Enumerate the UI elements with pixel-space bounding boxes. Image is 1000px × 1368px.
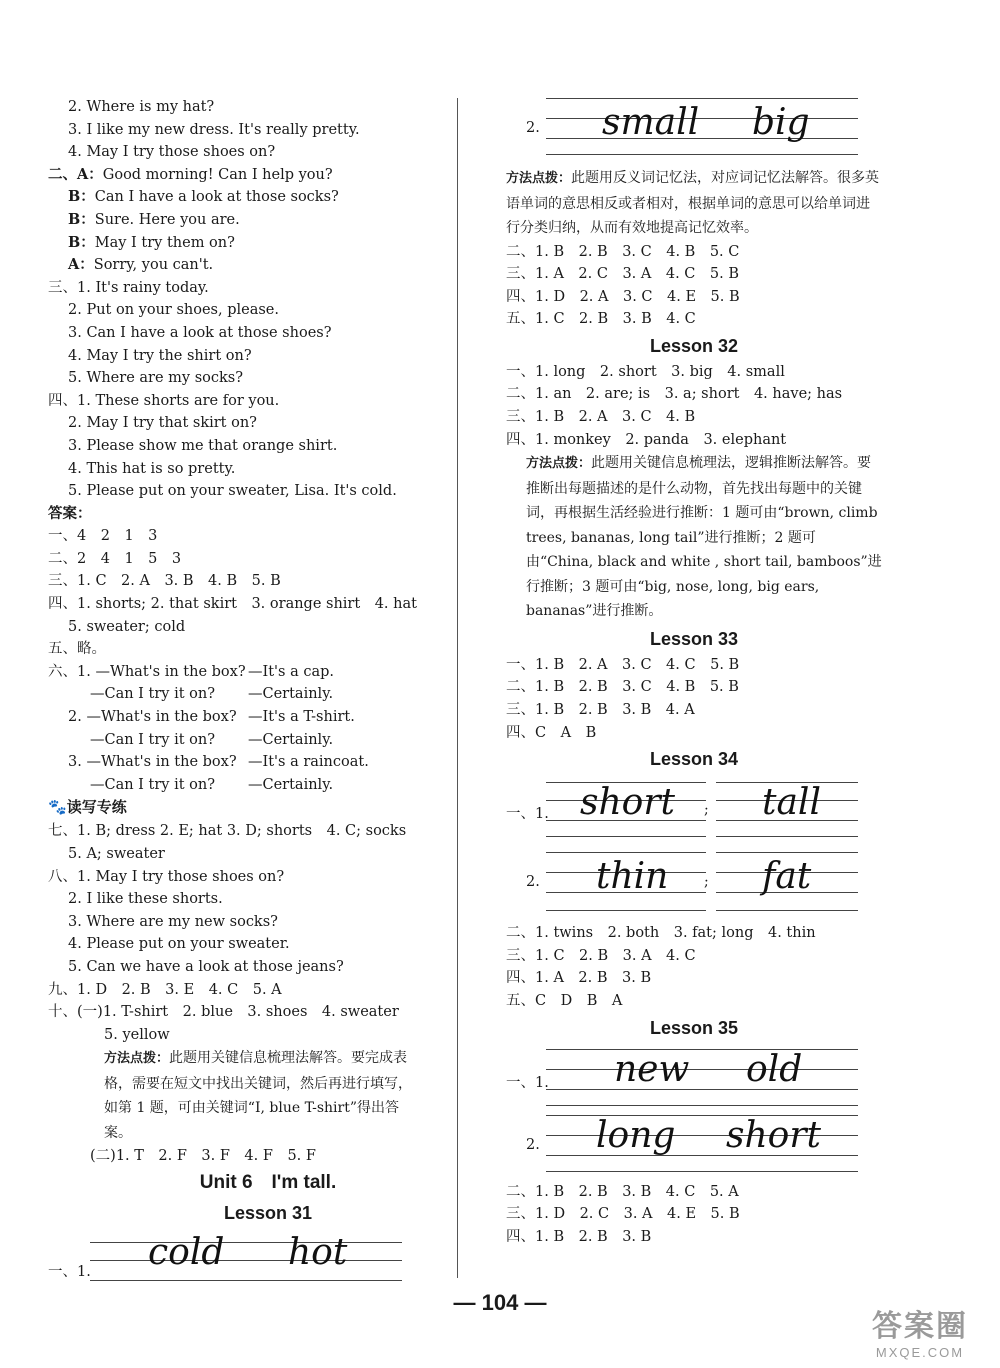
lesson-title: Lesson 31 [223,1202,313,1223]
method-tip: 方法点拨：此题用关键信息梳理法，逻辑推断法解答。要推断出每题描述的是什么动物，首先找出每题中的关键词，再根据生活经验进行推断：1 题可由“brown, climb trees, bananas, long tail”进行推断；2 题可由“China, black and white , short tail, bamboos”进行推断；3 题可由“big, nose, long, big ears, bananas”进行推断。 [526,455,882,620]
text-line: 三、1. It's rainy today. [48,279,209,296]
ruler-line [716,836,858,837]
item-label: 2. [526,1136,540,1153]
dialogue-row: 六、1. —What's in the box? —It's a cap. [48,663,335,680]
ruler-line [546,910,706,911]
answer-line: 一、1. B 2. A 3. C 4. C 5. B [506,656,740,673]
ruler-line [546,138,858,139]
text-line: 3. Can I have a look at those shoes? [68,324,332,341]
answer-line: 四、1. D 2. A 3. C 4. E 5. B [506,288,740,305]
handwritten-word: small [602,102,700,143]
ruler-line [546,836,706,837]
handwriting-row [506,846,882,922]
ruler-line [546,1069,858,1070]
text-line: 5. A; sweater [68,846,165,862]
answer-line: 四、1. B 2. B 3. B [506,1228,652,1245]
item-label: 2. [526,874,540,891]
handwritten-word: hot [288,1231,348,1273]
text-line: 八、1. May I try those shoes on? [48,868,285,885]
answer-line: 二、1. twins 2. both 3. fat; long 4. thin [506,925,816,942]
handwriting-row [506,96,882,166]
ruler-line [716,852,858,853]
answer-line: 一、1. long 2. short 3. big 4. small [506,363,785,380]
answer-line: 三、1. C 2. A 3. B 4. B 5. B [48,573,281,590]
dialogue-row: —Can I try it on? —Certainly. [90,686,334,703]
handwritten-word: fat [762,856,812,898]
handwriting-row [506,774,882,846]
answer-line: 二、1. an 2. are; is 3. a; short 4. have; has [506,386,843,403]
text-line: 3. Where are my new socks? [68,913,278,930]
separator: ; [704,802,709,819]
ruler-line [546,154,858,155]
answer-line: 二、1. B 2. B 3. B 4. C 5. A [506,1183,739,1200]
handwritten-word: big [752,102,810,143]
dialogue-line: B：May I try them on? [68,233,235,251]
text-line: 九、1. D 2. B 3. E 4. C 5. A [48,981,282,998]
ruler-line [546,1105,858,1106]
answer-line: 三、1. D 2. C 3. A 4. E 5. B [506,1206,740,1223]
item-label: 一、1. [506,806,549,823]
ruler-line [90,1260,402,1261]
text-line: 4. May I try those shoes on? [68,144,276,161]
item-label: 一、1. [48,1263,91,1280]
handwritten-word: tall [762,782,821,824]
text-line: 5. Please put on your sweater, Lisa. It's cold. [68,483,397,500]
answer-line: 三、1. B 2. B 3. B 4. A [506,701,695,718]
text-line: 七、1. B; dress 2. E; hat 3. D; shorts 4. C; socks [48,823,407,840]
text-line: 十、(一)1. T-shirt 2. blue 3. shoes 4. sweater [48,1004,399,1021]
answer-line: 四、1. monkey 2. panda 3. elephant [506,431,787,448]
method-tip: 方法点拨：此题用关键信息梳理法解答。要完成表格，需要在短文中找出关键词，然后再进行填写，如第 1 题，可由关键词“I, blue T-shirt”得出答案。 [104,1050,412,1141]
item-label: 一、1. [506,1074,549,1091]
handwritten-word: old [746,1048,803,1090]
handwritten-word: new [614,1048,690,1090]
answer-line: 二、1. B 2. B 3. C 4. B 5. B [506,679,739,696]
ruler-line [90,1242,402,1243]
answer-line: 四、1. shorts; 2. that skirt 3. orange shirt 4. hat [48,596,417,613]
lesson-title: Lesson 33 [649,628,739,649]
dialogue-line: A：Sorry, you can't. [68,256,214,274]
text-line: 2. May I try that skirt on? [68,415,257,432]
ruler-line [716,910,858,911]
ruler-line [546,1049,858,1050]
answer-line: 五、C D B A [506,992,623,1009]
dialogue-line: B：Can I have a look at those socks? [68,188,339,206]
answer-line: 二、1. B 2. B 3. C 4. B 5. C [506,243,740,260]
text-line: 2. Put on your shoes, please. [68,302,279,319]
answer-line: 三、1. C 2. B 3. A 4. C [506,947,696,964]
text-line: 3. I like my new dress. It's really pretty. [68,121,360,138]
text-line: 四、1. These shorts are for you. [48,392,280,409]
text-line: (二)1. T 2. F 3. F 4. F 5. F [90,1148,316,1165]
handwritten-word: thin [596,856,669,898]
text-line: 3. Please show me that orange shirt. [68,437,338,454]
method-tip: 方法点拨：此题用反义词记忆法，对应词记忆法解答。很多英语单词的意思相反或者相对，根据单词的意思可以给单词进行分类归纳，从而有效地提高记忆效率。 [506,170,880,236]
ruler-line [546,1089,858,1090]
answer-line: 二、2 4 1 5 3 [48,550,182,567]
lesson-title: Lesson 35 [649,1017,739,1038]
answer-line: 一、4 2 1 3 [48,528,158,545]
handwriting-row [506,1043,882,1111]
answer-line: 三、1. B 2. A 3. C 4. B [506,409,696,426]
ruler-line [546,98,858,99]
handwriting-row [48,1228,448,1292]
text-line: 4. Please put on your sweater. [68,936,290,953]
column-divider [457,98,458,1278]
page-number: — 104 — [453,1290,547,1315]
answer-line: 五、略。 [48,641,106,658]
paw-icon: 🐾 [48,799,67,817]
handwritten-word: long [596,1114,676,1156]
handwritten-word: short [580,782,676,824]
separator: ; [704,874,709,891]
lesson-title: Lesson 32 [649,335,739,356]
unit-title: Unit 6 I'm tall. [199,1171,337,1193]
answer-line: 四、1. A 2. B 3. B [506,970,652,987]
text-line: 4. This hat is so pretty. [68,460,236,477]
answers-heading: 答案： [48,504,92,522]
text-line: 2. I like these shorts. [68,891,223,908]
handwritten-word: short [726,1114,822,1156]
watermark-logo: 答案圈 MXQE.COM [872,1310,968,1360]
dialogue-line: B：Sure. Here you are. [68,210,240,228]
dialogue-row: —Can I try it on? —Certainly. [90,776,334,793]
text-line: 2. Where is my hat? [68,99,215,115]
ruler-line [546,1171,858,1172]
dialogue-row: —Can I try it on? —Certainly. [90,731,334,748]
answer-line: 五、1. C 2. B 3. B 4. C [506,311,696,328]
ruler-line [90,1280,402,1281]
lesson-title: Lesson 34 [649,749,739,770]
section-heading: 🐾读写专练 [48,799,127,817]
left-column [48,96,448,1292]
text-line: 5. Where are my socks? [68,370,243,387]
handwriting-row [506,1111,882,1181]
text-line: 5. yellow [104,1026,170,1043]
dialogue-row: 3. —What's in the box? —It's a raincoat. [68,754,369,771]
text-line: 5. Can we have a look at those jeans? [68,958,344,975]
ruler-line [546,852,706,853]
item-label: 2. [526,120,540,136]
dialogue-line: 二、A：Good morning! Can I help you? [48,165,333,183]
dialogue-row: 2. —What's in the box? —It's a T-shirt. [68,709,355,726]
answer-line: 5. sweater; cold [68,618,186,635]
ruler-line [546,118,858,119]
text-line: 4. May I try the shirt on? [68,347,252,364]
answer-line: 四、C A B [506,724,597,741]
handwritten-word: cold [148,1231,225,1273]
right-column [506,96,882,1248]
answer-line: 三、1. A 2. C 3. A 4. C 5. B [506,266,740,283]
